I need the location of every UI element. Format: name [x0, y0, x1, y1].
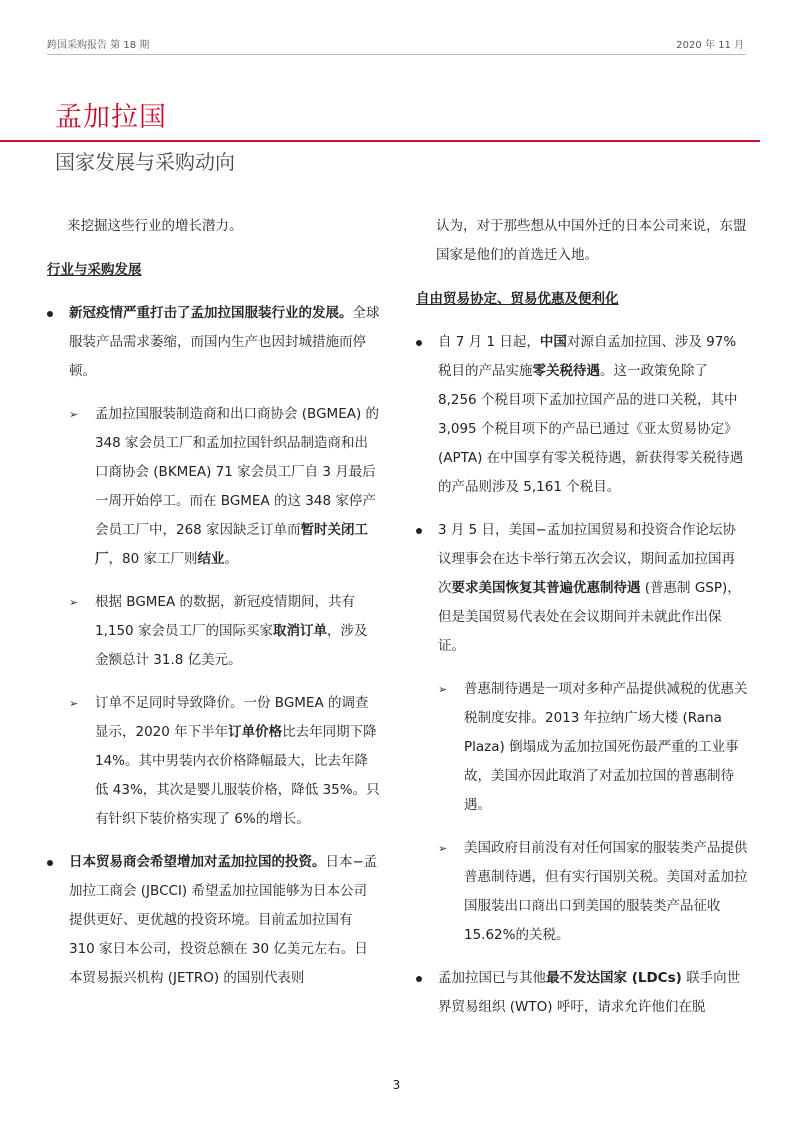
subbullet-bold: 取消订单 [272, 623, 327, 639]
arrow-bullet-icon: ➢ [69, 697, 79, 710]
bullet-dot-icon [47, 311, 53, 317]
header-divider [47, 54, 746, 55]
bullet-ldc-wto [416, 964, 748, 1022]
subbullet-gsp-definition [416, 675, 748, 820]
subbullet-price-drop [47, 689, 380, 834]
bullet-covid-impact [47, 299, 380, 386]
bullet-dot-icon [416, 340, 422, 346]
bullet-bold-text: 中国 [539, 334, 567, 350]
subbullet-factory-closures [47, 400, 380, 574]
bullet-dot-icon [47, 860, 53, 866]
bullet-bold-text: 零关税待遇 [532, 363, 600, 379]
header-date: 2020 年 11 月 [676, 40, 744, 51]
bullet-text: 孟加拉国已与其他 [438, 970, 546, 986]
bullet-bold-text: 日本贸易商会希望增加对孟加拉国的投资。 [69, 854, 326, 870]
title-divider [0, 140, 760, 142]
left-column [47, 212, 380, 1007]
arrow-bullet-icon: ➢ [69, 596, 79, 609]
bullet-text: 自 7 月 1 日起， [438, 334, 540, 350]
subbullet-bold: 结业 [197, 551, 225, 567]
bullet-bold-text: 最不发达国家 (LDCs) [546, 970, 682, 986]
page-number: 3 [392, 1078, 401, 1092]
bullet-bold-text: 要求美国恢复其普遍优惠制待遇 [451, 580, 641, 596]
subbullet-text: 普惠制待遇是一项对多种产品提供减税的优惠关税制度安排。2013 年拉纳广场大楼 (Rana Plaza) 倒塌成为孟加拉国死伤最严重的工业事故，美国亦因此取消了对孟加拉国的普惠制待遇。 [464, 681, 748, 813]
bullet-text: (普惠制 GSP)，但是美国贸易代表处在会议期间并未就此作出保证。 [438, 580, 741, 654]
bullet-dot-icon [416, 976, 422, 982]
subbullet-bold: 订单价格 [228, 724, 283, 740]
subbullet-us-tariff [416, 834, 748, 950]
bullet-us-gsp-request [416, 516, 748, 661]
bullet-bold-text: 新冠疫情严重打击了孟加拉国服装行业的发展。 [69, 305, 353, 321]
subbullet-text: 比去年同期下降 14%。其中男装内衣价格降幅最大，比去年降低 43%，其次是婴儿服装价格，降低 35%。只有针织下装价格实现了 6%的增长。 [95, 724, 380, 827]
subbullet-cancelled-orders [47, 588, 380, 675]
header-report-title: 跨国采购报告 第 18 期 [47, 40, 150, 51]
bullet-dot-icon [416, 528, 422, 534]
subbullet-text: ，80 家工厂则 [108, 551, 198, 567]
subbullet-text: ，涉及金额总计 31.8 亿美元。 [95, 623, 368, 668]
subbullet-bold: 暂时关闭工厂 [95, 522, 369, 567]
bullet-text: 全球服装产品需求萎缩，而国内生产也因封城措施而停顿。 [69, 305, 380, 379]
page-title: 孟加拉国 [55, 102, 167, 133]
bullet-china-zero-tariff [416, 328, 748, 502]
bullet-text: 联手向世界贸易组织 (WTO) 呼吁，请求允许他们在脱 [438, 970, 741, 1015]
right-column [416, 212, 748, 1036]
arrow-bullet-icon: ➢ [438, 842, 448, 855]
subbullet-text: 根据 BGMEA 的数据，新冠疫情期间，共有 1,150 家会员工厂的国际买家 [95, 594, 355, 639]
arrow-bullet-icon: ➢ [438, 683, 448, 696]
section-title-industry: 行业与采购发展 [47, 262, 142, 278]
subbullet-text: 孟加拉国服装制造商和出口商协会 (BGMEA) 的 348 家会员工厂和孟加拉国针织品制造商和出口商协会 (BKMEA) 71 家会员工厂自 3 月最后一周开始停工。而在 BGMEA 的这 348 家停产会员工厂中，268 家因缺乏订单而 [95, 406, 380, 538]
subbullet-text: 美国政府目前没有对任何国家的服装类产品提供普惠制待遇，但有实行国别关税。美国对孟加拉国服装出口商出口到美国的服装类产品征收 15.62%的关税。 [464, 840, 748, 943]
section-title-trade: 自由贸易协定、贸易优惠及便利化 [416, 291, 619, 307]
bullet-text: 对源自孟加拉国、涉及 97%税目的产品实施 [438, 334, 737, 379]
subbullet-text: 。 [224, 551, 238, 567]
subbullet-text: 订单不足同时导致降价。一份 BGMEA 的调查显示，2020 年下半年 [95, 695, 369, 740]
bullet-japan-investment [47, 848, 380, 993]
arrow-bullet-icon: ➢ [69, 408, 79, 421]
bullet-text: 日本−孟加拉工商会 (JBCCI) 希望孟加拉国能够为日本公司提供更好、更优越的投资环境。目前孟加拉国有 310 家日本公司，投资总额在 30 亿美元左右。日本贸易振兴机构 (JETRO) 的国别代表则 [69, 854, 378, 986]
bullet-text: 3 月 5 日，美国−孟加拉国贸易和投资合作论坛协议理事会在达卡举行第五次会议，期间孟加拉国再次 [438, 522, 736, 596]
right-continuation: 认为，对于那些想从中国外迁的日本公司来说，东盟国家是他们的首选迁入地。 [436, 218, 747, 263]
page-subtitle: 国家发展与采购动向 [55, 150, 235, 174]
bullet-text: 。这一政策免除了 8,256 个税目项下孟加拉国产品的进口关税，其中 3,095 个税目项下的产品已通过《亚太贸易协定》 (APTA) 在中国享有零关税待遇，新获得零关税待遇的产品则涉及 5,161 个税目。 [438, 363, 744, 495]
left-continuation: 来挖掘这些行业的增长潜力。 [67, 218, 243, 234]
